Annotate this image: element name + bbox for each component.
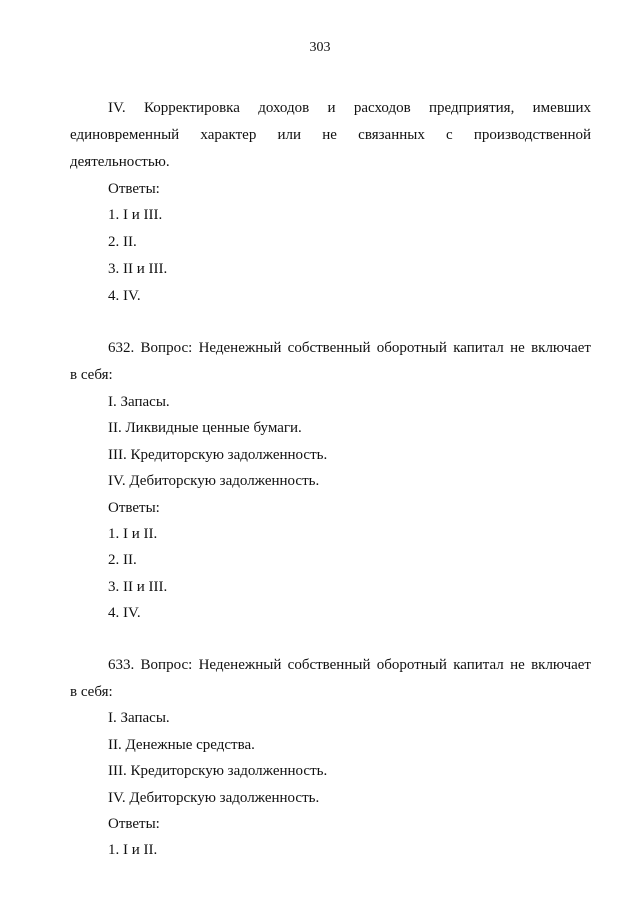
- answer-option: 1. I и II.: [108, 526, 158, 542]
- question-item: III. Кредиторскую задолженность.: [108, 763, 328, 779]
- answers-label: Ответы:: [108, 181, 160, 197]
- answers-label: Ответы:: [108, 816, 160, 832]
- page-number: 303: [309, 40, 331, 55]
- answer-option: 2. II.: [108, 552, 137, 568]
- question-item: III. Кредиторскую задолженность.: [108, 447, 328, 463]
- answers-label: Ответы:: [108, 500, 160, 516]
- answer-option: 3. II и III.: [108, 579, 168, 595]
- answer-option: 3. II и III.: [108, 261, 168, 277]
- answer-option: 1. I и II.: [108, 842, 158, 858]
- answer-option: 1. I и III.: [108, 207, 163, 223]
- answer-option: 2. II.: [108, 234, 137, 250]
- question-item: II. Ликвидные ценные бумаги.: [108, 420, 302, 436]
- question-632-line2: в себя:: [70, 367, 113, 383]
- question-item: IV. Дебиторскую задолженность.: [108, 790, 320, 806]
- question-item: II. Денежные средства.: [108, 737, 255, 753]
- question-633-line1: 633. Вопрос: Неденежный собственный оборотный капитал не включает: [108, 657, 591, 673]
- item-iv-line2: единовременный характер или не связанных с производственной: [70, 127, 591, 143]
- item-iv-line3: деятельностью.: [70, 154, 170, 170]
- question-item: I. Запасы.: [108, 394, 170, 410]
- answer-option: 4. IV.: [108, 288, 141, 304]
- answer-option: 4. IV.: [108, 605, 141, 621]
- question-item: I. Запасы.: [108, 710, 170, 726]
- question-item: IV. Дебиторскую задолженность.: [108, 473, 320, 489]
- question-633-line2: в себя:: [70, 684, 113, 700]
- question-632-line1: 632. Вопрос: Неденежный собственный оборотный капитал не включает: [108, 340, 591, 356]
- item-iv-line1: IV. Корректировка доходов и расходов предприятия, имевших: [108, 100, 591, 116]
